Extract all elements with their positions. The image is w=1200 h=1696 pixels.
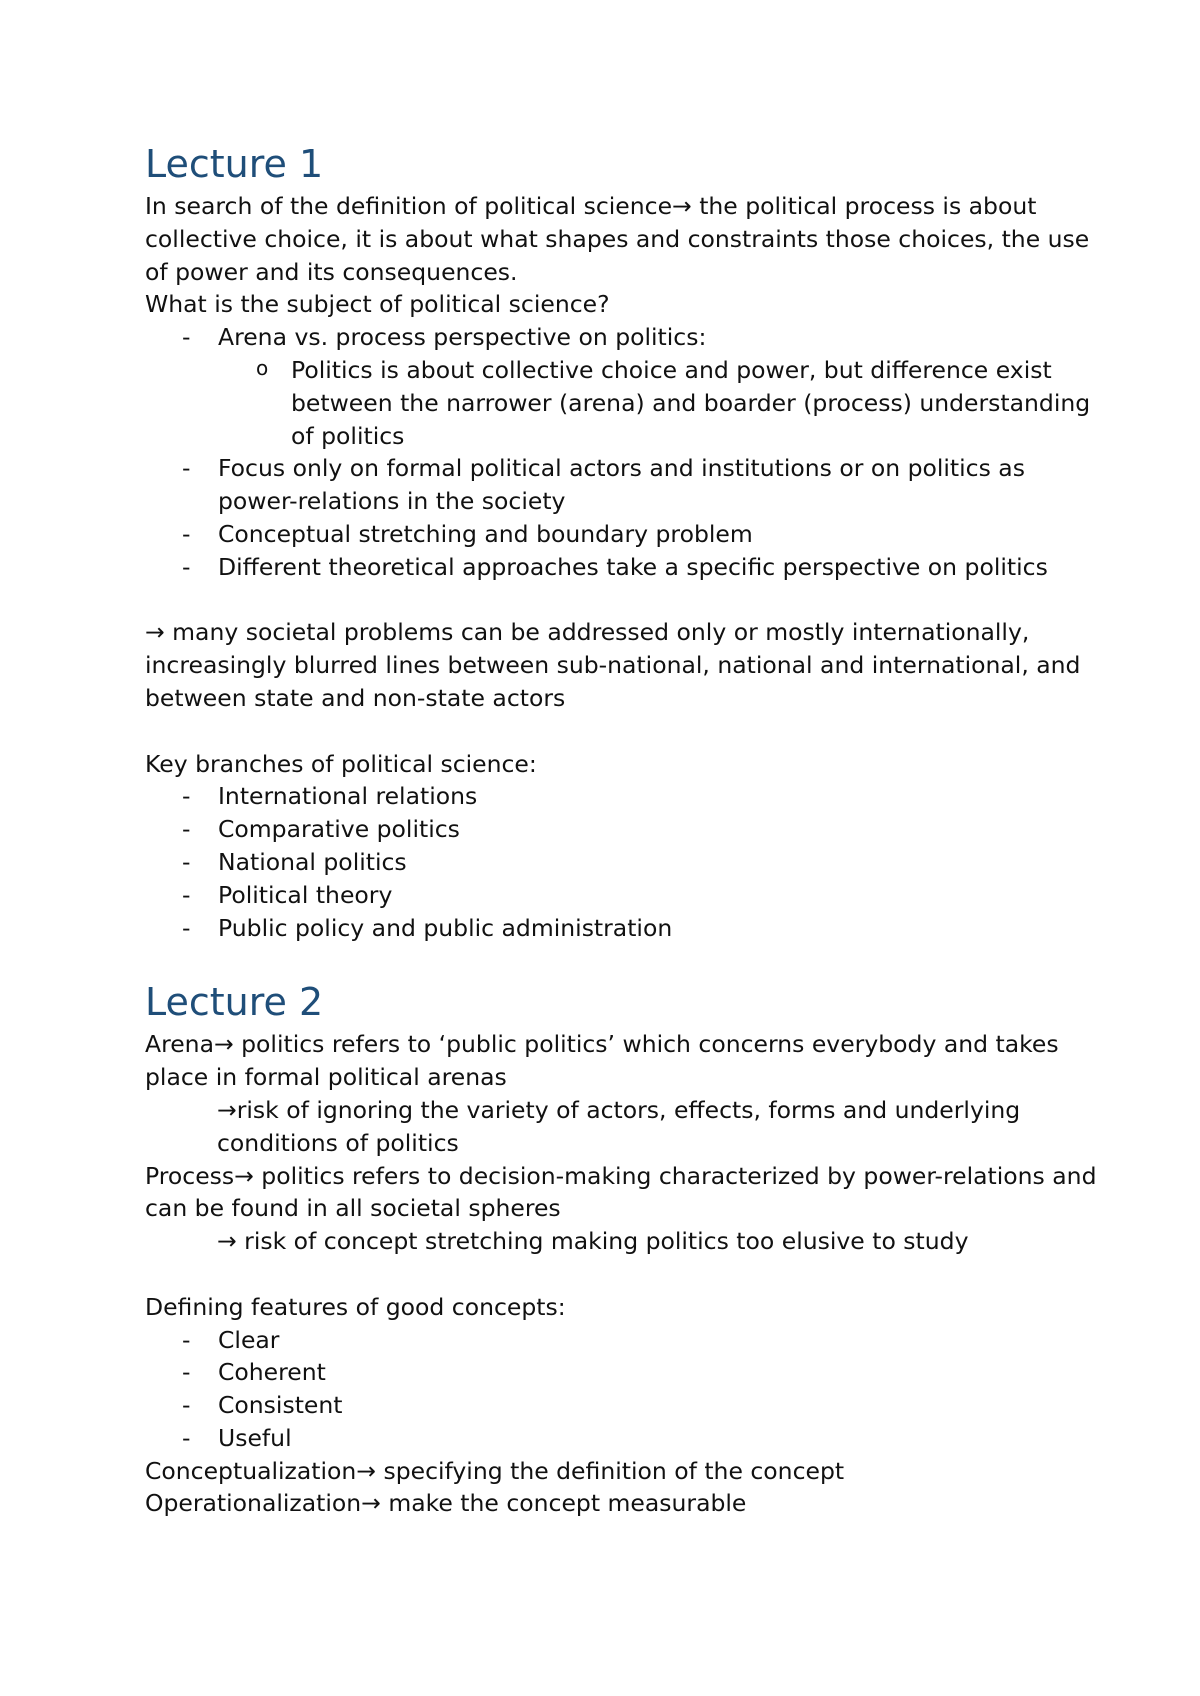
- list-item: [145, 452, 1105, 518]
- arena-risk: →risk of ignoring the variety of actors, effects, forms and underlying conditions of politics: [217, 1095, 1021, 1157]
- dash-bullet: -: [182, 880, 191, 909]
- operationalization-definition: Operationalization→ make the concept measurable: [145, 1489, 747, 1518]
- list-item-text: Consistent: [218, 1391, 343, 1420]
- list-item-text: Comparative politics: [218, 815, 460, 844]
- subject-question: What is the subject of political science?: [145, 290, 610, 319]
- list-item-text: Coherent: [218, 1358, 326, 1387]
- dash-bullet: -: [182, 552, 191, 581]
- list-item: [145, 912, 1105, 945]
- features-list: [145, 1324, 1105, 1455]
- spacer: [145, 715, 1105, 748]
- spacer: [145, 584, 1105, 617]
- list-item: [145, 1422, 1105, 1455]
- list-item: [145, 780, 1105, 813]
- lecture-1-intro: In search of the definition of political science→ the political process is about collective choice, it is about what shapes and constraints those choices, the use of power and its consequences.: [145, 192, 1090, 286]
- spacer: [145, 944, 1105, 976]
- branches-label: Key branches of political science:: [145, 749, 537, 778]
- sub-list-item-text: Politics is about collective choice and power, but difference exist between the narrower (arena) and boarder (process) understanding of politics: [291, 355, 1091, 450]
- process-risk: → risk of concept stretching making politics too elusive to study: [217, 1227, 969, 1256]
- list-item: [145, 1389, 1105, 1422]
- list-item-text: Conceptual stretching and boundary problem: [218, 519, 753, 548]
- sub-list-item: [218, 354, 1105, 452]
- list-item: [145, 518, 1105, 551]
- list-item-text: Useful: [218, 1423, 292, 1452]
- dash-bullet: -: [182, 1325, 191, 1354]
- list-item: [145, 813, 1105, 846]
- process-definition: Process→ politics refers to decision-making characterized by power-relations and can be found in all societal spheres: [145, 1161, 1097, 1223]
- list-item-text: Political theory: [218, 880, 393, 909]
- dash-bullet: -: [182, 847, 191, 876]
- dash-bullet: -: [182, 323, 191, 352]
- arena-definition: Arena→ politics refers to ‘public politics’ which concerns everybody and takes place in formal political arenas: [145, 1030, 1059, 1092]
- list-item-text: Different theoretical approaches take a specific perspective on politics: [218, 552, 1048, 581]
- lecture-2-heading: Lecture 2: [145, 980, 324, 1025]
- dash-bullet: -: [182, 913, 191, 942]
- document-body: [145, 138, 1105, 1520]
- list-item: [145, 1356, 1105, 1389]
- list-item-text: Clear: [218, 1325, 280, 1354]
- dash-bullet: -: [182, 782, 191, 811]
- subject-list: [145, 321, 1105, 583]
- list-item-text: International relations: [218, 782, 478, 811]
- list-item-text: Public policy and public administration: [218, 913, 673, 942]
- dash-bullet: -: [182, 815, 191, 844]
- sub-list: [218, 354, 1105, 452]
- list-item-text: National politics: [218, 847, 407, 876]
- list-item-text: Focus only on formal political actors and institutions or on politics as power-relations in the society: [218, 454, 1025, 516]
- spacer: [145, 1258, 1105, 1291]
- dash-bullet: -: [182, 1391, 191, 1420]
- list-item: [145, 321, 1105, 452]
- dash-bullet: -: [182, 1423, 191, 1452]
- list-item: [145, 846, 1105, 879]
- list-item: [145, 551, 1105, 584]
- features-label: Defining features of good concepts:: [145, 1292, 566, 1321]
- circle-bullet: o: [256, 355, 269, 380]
- lecture-1-heading: Lecture 1: [145, 142, 324, 186]
- list-item: [145, 1324, 1105, 1357]
- conceptualization-definition: Conceptualization→ specifying the definition of the concept: [145, 1456, 845, 1485]
- international-paragraph: → many societal problems can be addressed only or mostly internationally, increasingly blurred lines between sub-national, national and international, and between state and non-state actors: [145, 618, 1081, 712]
- dash-bullet: -: [182, 519, 191, 548]
- dash-bullet: -: [182, 1358, 191, 1387]
- list-item: [145, 879, 1105, 912]
- list-item-text: Arena vs. process perspective on politics:: [218, 323, 707, 352]
- branches-list: [145, 780, 1105, 944]
- dash-bullet: -: [182, 454, 191, 483]
